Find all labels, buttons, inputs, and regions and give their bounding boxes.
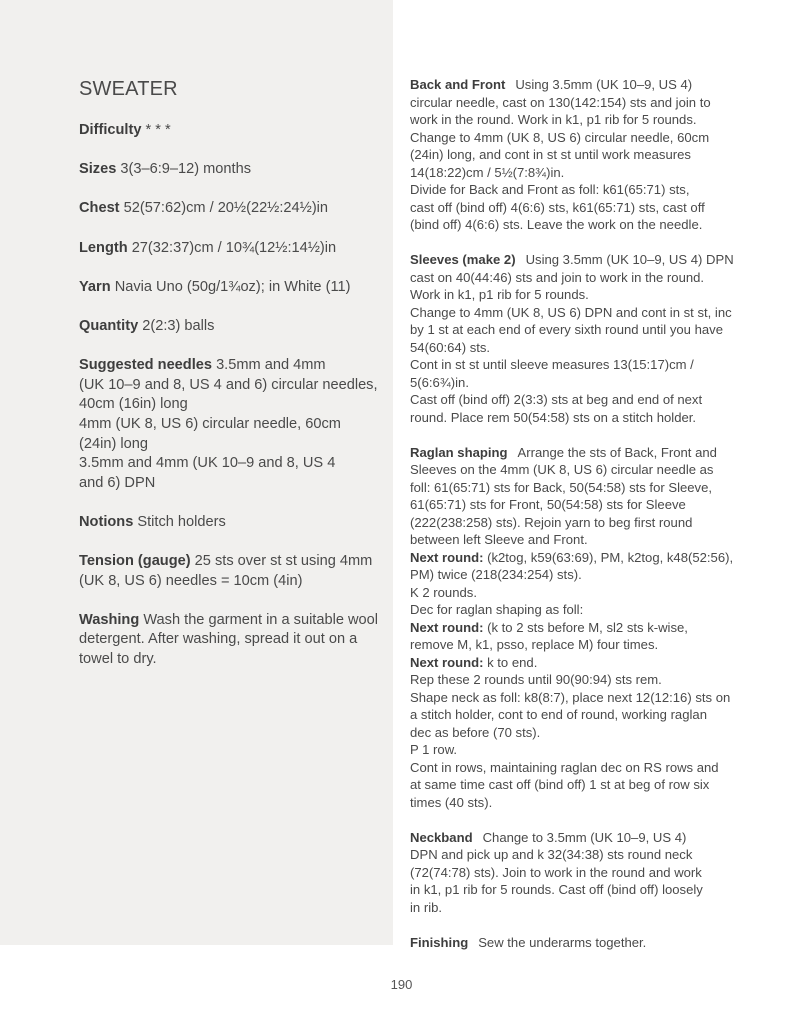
instruction-line xyxy=(410,76,740,94)
instruction-line xyxy=(410,899,740,917)
instruction-line xyxy=(410,164,740,182)
spec-label: Suggested needles xyxy=(79,357,213,374)
instruction-text: DPN and pick up and k 32(34:38) sts round neck xyxy=(410,847,693,862)
instruction-line xyxy=(410,531,740,549)
instruction-section xyxy=(410,251,740,426)
instruction-line xyxy=(410,444,740,462)
instruction-line xyxy=(410,636,740,654)
instruction-line xyxy=(410,286,740,304)
instruction-text: 14(18:22)cm / 5½(7:8¾)in. xyxy=(410,164,565,180)
instruction-line xyxy=(410,864,740,882)
spec-line xyxy=(79,513,379,533)
instruction-line xyxy=(410,759,740,777)
spec-value: 2(2:3) balls xyxy=(138,317,215,334)
spec-line xyxy=(79,630,379,650)
instruction-section xyxy=(410,829,740,917)
instruction-line xyxy=(410,479,740,497)
instruction-line xyxy=(410,706,740,724)
spec-line xyxy=(79,317,379,337)
instruction-line xyxy=(410,794,740,812)
spec-line xyxy=(79,552,379,572)
instruction-text: Cont in rows, maintaining raglan dec on RS rows and xyxy=(410,759,719,775)
instruction-text: Shape neck as foll: k8(8:7), place next 12(12:16) sts on xyxy=(410,689,731,705)
spec-line xyxy=(79,611,379,631)
page-number: 190 xyxy=(390,977,413,992)
spec-line xyxy=(79,572,379,592)
instruction-line xyxy=(410,689,740,707)
instruction-line xyxy=(410,829,740,847)
instruction-text: Change to 3.5mm (UK 10–9, US 4) xyxy=(482,829,687,845)
spec-value: 52(57:62)cm / 20½(22½:24½)in xyxy=(119,200,329,217)
spec-value: 3.5mm and 4mm xyxy=(212,357,326,374)
instruction-text: Sew the underarms together. xyxy=(478,934,647,950)
spec-value: 40cm (16in) long xyxy=(79,396,188,413)
instruction-line xyxy=(410,129,740,147)
instruction-line xyxy=(410,496,740,514)
spec-item xyxy=(79,278,379,298)
spec-value: Wash the garment in a suitable wool xyxy=(139,611,379,628)
instruction-text: (k2tog, k59(63:69), PM, k2tog, k48(52:56), xyxy=(483,549,734,565)
spec-value: 4mm (UK 8, US 6) circular needle, 60cm xyxy=(79,415,341,432)
instruction-text: Rep these 2 rounds until 90(90:94) sts rem. xyxy=(410,672,662,687)
instruction-line xyxy=(410,356,740,374)
instruction-line xyxy=(410,741,740,759)
spec-line xyxy=(79,474,379,494)
instruction-text: K 2 rounds. xyxy=(410,584,477,600)
section-heading: Raglan shaping xyxy=(410,444,508,460)
spec-line xyxy=(79,650,379,670)
instruction-text: (k to 2 sts before M, sl2 sts k-wise, xyxy=(483,619,688,635)
spec-line xyxy=(79,395,379,415)
spec-item xyxy=(79,552,379,591)
instruction-text: Change to 4mm (UK 8, US 6) circular needle, 60cm xyxy=(410,129,710,145)
instruction-text: in rib. xyxy=(410,899,443,915)
instruction-text: 5(6:6¾)in. xyxy=(410,374,469,390)
spec-label: Sizes xyxy=(79,161,117,178)
instruction-line xyxy=(410,94,740,112)
instruction-text: at same time cast off (bind off) 1 st at beg of row six xyxy=(410,777,710,792)
instruction-line xyxy=(410,409,740,427)
instruction-text: Work in k1, p1 rib for 5 rounds. xyxy=(410,287,589,302)
instruction-line xyxy=(410,391,740,409)
spec-item xyxy=(79,513,379,533)
section-heading: Neckband xyxy=(410,829,473,845)
spec-list xyxy=(79,121,379,670)
spec-value: detergent. After washing, spread it out on a xyxy=(79,631,358,648)
spec-value: (UK 10–9 and 8, US 4 and 6) circular needles, xyxy=(79,376,378,393)
spec-value: 3(3–6:9–12) months xyxy=(116,161,251,178)
spec-item xyxy=(79,356,379,493)
spec-item xyxy=(79,239,379,259)
spec-line xyxy=(79,278,379,298)
instruction-text: Using 3.5mm (UK 10–9, US 4) xyxy=(515,77,693,92)
materials-column xyxy=(79,77,379,689)
instruction-text: dec as before (70 sts). xyxy=(410,724,541,740)
instruction-line xyxy=(410,934,740,952)
pattern-title: SWEATER xyxy=(79,78,178,100)
instruction-line xyxy=(410,601,740,619)
instruction-section xyxy=(410,934,740,952)
spec-value: 27(32:37)cm / 10¾(12½:14½)in xyxy=(127,239,337,256)
section-heading: Back and Front xyxy=(410,77,506,92)
spec-line xyxy=(79,435,379,455)
instruction-text: PM) twice (218(234:254) sts). xyxy=(410,567,582,582)
spec-label: Notions xyxy=(79,513,134,530)
spec-label: Washing xyxy=(79,611,140,628)
instruction-text: (72(74:78) sts). Join to work in the round and work xyxy=(410,864,702,880)
instruction-text: P 1 row. xyxy=(410,742,458,757)
spec-line xyxy=(79,199,379,219)
instruction-text: Change to 4mm (UK 8, US 6) DPN and cont in st st, inc xyxy=(410,304,732,320)
instruction-line xyxy=(410,146,740,164)
spec-label: Quantity xyxy=(79,317,139,334)
instruction-text: Using 3.5mm (UK 10–9, US 4) DPN xyxy=(525,252,734,267)
instruction-text: Cast off (bind off) 2(3:3) sts at beg and end of next xyxy=(410,392,703,407)
instruction-line xyxy=(410,304,740,322)
instruction-line xyxy=(410,846,740,864)
instruction-line xyxy=(410,881,740,899)
instruction-line xyxy=(410,181,740,199)
instruction-line xyxy=(410,216,740,234)
instruction-line xyxy=(410,549,740,567)
instruction-text: times (40 sts). xyxy=(410,794,493,810)
instruction-text: cast off (bind off) 4(6:6) sts, k61(65:71) sts, cast off xyxy=(410,199,705,215)
spec-value: (24in) long xyxy=(79,435,148,452)
instructions-column xyxy=(410,76,740,969)
instruction-text: cast on 40(44:46) sts and join to work in the round. xyxy=(410,269,705,285)
step-label: Next round: xyxy=(410,549,484,565)
spec-value: Navia Uno (50g/1¾oz); in White (11) xyxy=(110,278,351,295)
step-label: Next round: xyxy=(410,619,484,635)
instruction-text: work in the round. Work in k1, p1 rib for 5 rounds. xyxy=(410,112,697,127)
instruction-line xyxy=(410,671,740,689)
instruction-text: by 1 st at each end of every sixth round until you have xyxy=(410,322,723,337)
spec-label: Tension (gauge) xyxy=(79,553,191,570)
spec-value: towel to dry. xyxy=(79,651,157,668)
instruction-text: foll: 61(65:71) sts for Back, 50(54:58) sts for Sleeve, xyxy=(410,479,713,495)
instruction-line xyxy=(410,654,740,672)
instruction-text: Arrange the sts of Back, Front and xyxy=(517,444,717,460)
instruction-text: k to end. xyxy=(483,654,538,670)
instruction-text: 61(65:71) sts for Front, 50(54:58) sts for Sleeve xyxy=(410,497,686,512)
spec-label: Chest xyxy=(79,200,120,217)
instruction-text: a stitch holder, cont to end of round, working raglan xyxy=(410,707,707,722)
spec-item xyxy=(79,611,379,670)
spec-value: 3.5mm and 4mm (UK 10–9 and 8, US 4 xyxy=(79,455,336,472)
spec-value: 25 sts over st st using 4mm xyxy=(190,553,373,570)
step-label: Next round: xyxy=(410,654,484,670)
instruction-line xyxy=(410,251,740,269)
instruction-text: Sleeves on the 4mm (UK 8, US 6) circular needle as xyxy=(410,462,714,477)
spec-item xyxy=(79,199,379,219)
spec-line xyxy=(79,415,379,435)
instruction-line xyxy=(410,339,740,357)
instruction-line xyxy=(410,461,740,479)
spec-line xyxy=(79,160,379,180)
spec-label: Length xyxy=(79,239,128,256)
section-heading: Finishing xyxy=(410,934,469,950)
spec-value: Stitch holders xyxy=(133,513,226,530)
instruction-text: (222(238:258) sts). Rejoin yarn to beg first round xyxy=(410,514,693,530)
instruction-text: remove M, k1, psso, replace M) four times. xyxy=(410,637,659,652)
instruction-text: round. Place rem 50(54:58) sts on a stitch holder. xyxy=(410,409,697,425)
instruction-section xyxy=(410,76,740,234)
instruction-text: circular needle, cast on 130(142:154) sts and join to xyxy=(410,94,711,110)
spec-line xyxy=(79,454,379,474)
spec-line xyxy=(79,376,379,396)
instruction-line xyxy=(410,374,740,392)
instruction-line xyxy=(410,566,740,584)
spec-item xyxy=(79,121,379,141)
instruction-text: Dec for raglan shaping as foll: xyxy=(410,602,584,617)
instruction-line xyxy=(410,111,740,129)
instruction-line xyxy=(410,584,740,602)
spec-value: * * * xyxy=(141,122,171,138)
instruction-text: (bind off) 4(6:6) sts. Leave the work on the needle. xyxy=(410,217,703,232)
spec-value: (UK 8, US 6) needles = 10cm (4in) xyxy=(79,572,303,589)
instruction-line xyxy=(410,776,740,794)
instruction-text: between left Sleeve and Front. xyxy=(410,532,588,547)
instruction-text: in k1, p1 rib for 5 rounds. Cast off (bind off) loosely xyxy=(410,882,703,897)
section-heading: Sleeves (make 2) xyxy=(410,252,516,267)
instruction-section xyxy=(410,444,740,812)
instruction-line xyxy=(410,724,740,742)
instruction-line xyxy=(410,321,740,339)
spec-item xyxy=(79,317,379,337)
instruction-line xyxy=(410,514,740,532)
instruction-text: 54(60:64) sts. xyxy=(410,339,491,355)
spec-line xyxy=(79,239,379,259)
instruction-text: Divide for Back and Front as foll: k61(65:71) sts, xyxy=(410,182,690,197)
instruction-line xyxy=(410,269,740,287)
spec-item xyxy=(79,160,379,180)
spec-line xyxy=(79,356,379,376)
instruction-text: Cont in st st until sleeve measures 13(15:17)cm / xyxy=(410,357,694,372)
instruction-line xyxy=(410,199,740,217)
instruction-text: (24in) long, and cont in st st until work measures xyxy=(410,147,691,162)
instruction-line xyxy=(410,619,740,637)
spec-line xyxy=(79,121,379,141)
spec-label: Yarn xyxy=(79,278,111,295)
spec-label: Difficulty xyxy=(79,122,142,138)
spec-value: and 6) DPN xyxy=(79,474,156,491)
